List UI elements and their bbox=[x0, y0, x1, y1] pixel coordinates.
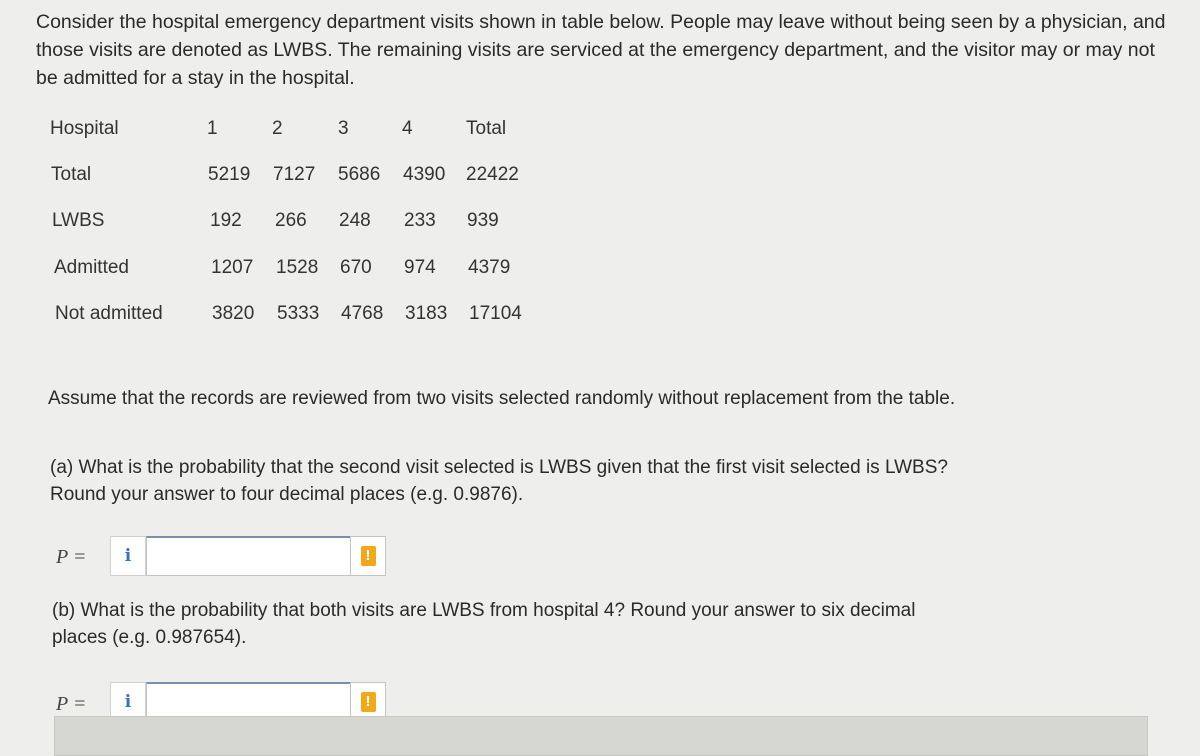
table-cell: 248 bbox=[339, 210, 371, 231]
warning-icon[interactable]: ! bbox=[350, 536, 386, 576]
table-cell: 17104 bbox=[469, 303, 522, 324]
table-header-hospital: Hospital bbox=[50, 118, 119, 139]
table-header-2: 2 bbox=[272, 118, 283, 139]
table-row-label-admitted: Admitted bbox=[54, 257, 129, 278]
table-cell: 1207 bbox=[211, 257, 254, 278]
table-cell: 22422 bbox=[466, 164, 519, 185]
table-cell: 3820 bbox=[212, 303, 255, 324]
table-row-label-total: Total bbox=[51, 164, 92, 185]
table-cell: 4390 bbox=[403, 164, 446, 185]
problem-intro: Consider the hospital emergency department visits shown in table below. People may leave without being seen by a physician, and those visits are denoted as LWBS. The remaining visits are serviced at the emergency department, and the visitor may or may not be admitted for a stay in the hospital. bbox=[36, 11, 1166, 89]
answer-a-label: P = bbox=[56, 546, 87, 568]
table-cell: 939 bbox=[467, 210, 499, 231]
table-cell: 5686 bbox=[338, 164, 381, 185]
answer-a-input[interactable] bbox=[146, 536, 352, 576]
table-cell: 1528 bbox=[276, 257, 319, 278]
table-cell: 4379 bbox=[468, 257, 511, 278]
assumption-text: Assume that the records are reviewed from two visits selected randomly without replacement from the table. bbox=[48, 388, 956, 409]
table-cell: 233 bbox=[404, 210, 436, 231]
table-cell: 5333 bbox=[277, 303, 320, 324]
answer-b-label: P = bbox=[56, 693, 87, 715]
table-cell: 4768 bbox=[341, 303, 384, 324]
question-a-text: (a) What is the probability that the second visit selected is LWBS given that the first visit selected is LWBS? Round your answer to four decimal places (e.g. 0.9876). bbox=[50, 457, 948, 505]
table-row-label-lwbs: LWBS bbox=[52, 210, 105, 231]
info-icon[interactable]: i bbox=[110, 536, 146, 576]
table-cell: 3183 bbox=[405, 303, 448, 324]
info-icon[interactable]: i bbox=[110, 682, 146, 722]
question-b-text: (b) What is the probability that both visits are LWBS from hospital 4? Round your answer to six decimal places (e.g. 0.987654). bbox=[52, 600, 916, 648]
table-cell: 7127 bbox=[273, 164, 316, 185]
table-cell: 670 bbox=[340, 257, 372, 278]
table-cell: 266 bbox=[275, 210, 307, 231]
table-cell: 192 bbox=[210, 210, 242, 231]
table-row-label-not-admitted: Not admitted bbox=[55, 303, 163, 324]
table-cell: 5219 bbox=[208, 164, 251, 185]
table-header-4: 4 bbox=[402, 118, 413, 139]
table-header-total: Total bbox=[466, 118, 507, 139]
table-cell: 974 bbox=[404, 257, 436, 278]
table-header-3: 3 bbox=[338, 118, 349, 139]
table-header-1: 1 bbox=[207, 118, 218, 139]
warning-icon[interactable]: ! bbox=[350, 682, 386, 722]
bottom-panel bbox=[54, 716, 1148, 756]
